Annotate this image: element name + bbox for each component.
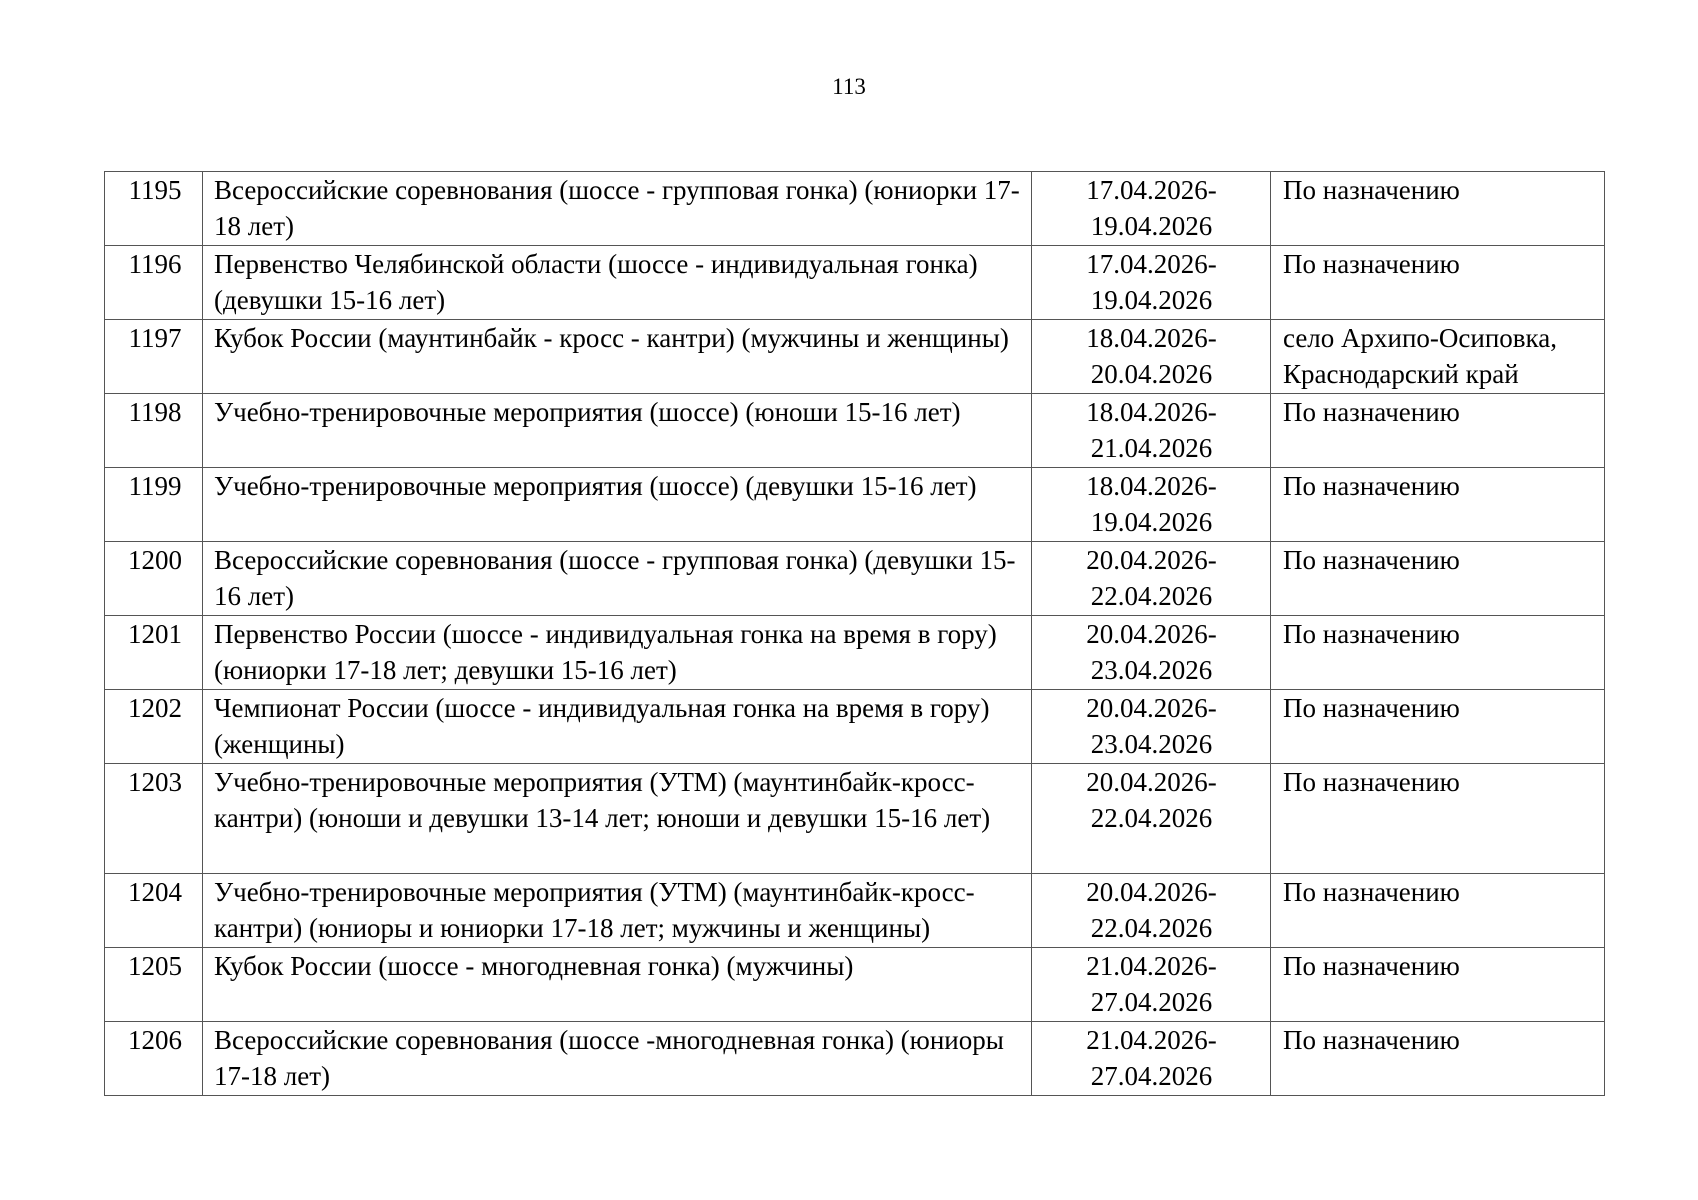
- event-name: Всероссийские соревнования (шоссе - групповая гонка) (девушки 15-16 лет): [203, 542, 1032, 616]
- event-date-end: 19.04.2026: [1090, 507, 1213, 537]
- event-number: 1205: [105, 948, 203, 1022]
- event-place: По назначению: [1271, 246, 1605, 320]
- event-date-end: 22.04.2026: [1090, 581, 1213, 611]
- page-number: 113: [832, 74, 866, 99]
- event-number: 1195: [105, 172, 203, 246]
- event-place: По назначению: [1271, 616, 1605, 690]
- event-name: Чемпионат России (шоссе - индивидуальная гонка на время в гору) (женщины): [203, 690, 1032, 764]
- event-number: 1199: [105, 468, 203, 542]
- event-date-start: 21.04.2026-: [1086, 1025, 1217, 1055]
- event-place: По назначению: [1271, 764, 1605, 874]
- event-date-end: 22.04.2026: [1090, 803, 1213, 833]
- event-name: Учебно-тренировочные мероприятия (УТМ) (маунтинбайк-кросс-кантри) (юноши и девушки 13-14 лет; юноши и девушки 15-16 лет): [203, 764, 1032, 874]
- table-row: [105, 172, 1605, 246]
- event-name: Учебно-тренировочные мероприятия (шоссе) (девушки 15-16 лет): [203, 468, 1032, 542]
- event-name: Первенство Челябинской области (шоссе - индивидуальная гонка) (девушки 15-16 лет): [203, 246, 1032, 320]
- event-date-end: 27.04.2026: [1090, 987, 1213, 1017]
- event-number: 1197: [105, 320, 203, 394]
- event-dates: [1032, 542, 1271, 616]
- event-dates: [1032, 468, 1271, 542]
- event-dates: [1032, 172, 1271, 246]
- event-place: По назначению: [1271, 690, 1605, 764]
- event-number: 1200: [105, 542, 203, 616]
- event-number: 1204: [105, 874, 203, 948]
- event-dates: [1032, 948, 1271, 1022]
- table-row: [105, 542, 1605, 616]
- event-number: 1198: [105, 394, 203, 468]
- event-name: Всероссийские соревнования (шоссе - групповая гонка) (юниорки 17-18 лет): [203, 172, 1032, 246]
- event-dates: [1032, 1022, 1271, 1096]
- table-row: [105, 246, 1605, 320]
- event-date-end: 22.04.2026: [1090, 913, 1213, 943]
- event-place: По назначению: [1271, 394, 1605, 468]
- event-date-start: 18.04.2026-: [1086, 397, 1217, 427]
- event-date-start: 20.04.2026-: [1086, 877, 1217, 907]
- event-number: 1206: [105, 1022, 203, 1096]
- event-date-start: 21.04.2026-: [1086, 951, 1217, 981]
- event-place: По назначению: [1271, 1022, 1605, 1096]
- event-place: По назначению: [1271, 468, 1605, 542]
- event-date-start: 17.04.2026-: [1086, 175, 1217, 205]
- event-place: По назначению: [1271, 874, 1605, 948]
- table-row: [105, 1022, 1605, 1096]
- event-date-end: 21.04.2026: [1090, 433, 1213, 463]
- event-number: 1202: [105, 690, 203, 764]
- event-dates: [1032, 246, 1271, 320]
- event-place: село Архипо-Осиповка, Краснодарский край: [1271, 320, 1605, 394]
- event-date-start: 17.04.2026-: [1086, 249, 1217, 279]
- event-place: По назначению: [1271, 172, 1605, 246]
- event-number: 1203: [105, 764, 203, 874]
- event-name: Кубок России (шоссе - многодневная гонка) (мужчины): [203, 948, 1032, 1022]
- event-name: Учебно-тренировочные мероприятия (шоссе) (юноши 15-16 лет): [203, 394, 1032, 468]
- event-dates: [1032, 320, 1271, 394]
- event-name: Учебно-тренировочные мероприятия (УТМ) (маунтинбайк-кросс-кантри) (юниоры и юниорки 17-18 лет; мужчины и женщины): [203, 874, 1032, 948]
- events-table: [104, 171, 1605, 1096]
- event-number: 1201: [105, 616, 203, 690]
- events-table-body: [105, 172, 1605, 1096]
- event-number: 1196: [105, 246, 203, 320]
- event-dates: [1032, 874, 1271, 948]
- table-row: [105, 468, 1605, 542]
- table-row: [105, 320, 1605, 394]
- event-date-end: 20.04.2026: [1090, 359, 1213, 389]
- table-row: [105, 948, 1605, 1022]
- event-dates: [1032, 394, 1271, 468]
- event-date-end: 23.04.2026: [1090, 655, 1213, 685]
- event-dates: [1032, 616, 1271, 690]
- event-date-end: 19.04.2026: [1090, 211, 1213, 241]
- event-date-start: 20.04.2026-: [1086, 619, 1217, 649]
- event-name: Кубок России (маунтинбайк - кросс - кантри) (мужчины и женщины): [203, 320, 1032, 394]
- event-date-start: 18.04.2026-: [1086, 323, 1217, 353]
- event-date-start: 20.04.2026-: [1086, 767, 1217, 797]
- table-row: [105, 764, 1605, 874]
- event-date-end: 27.04.2026: [1090, 1061, 1213, 1091]
- event-date-start: 18.04.2026-: [1086, 471, 1217, 501]
- event-dates: [1032, 690, 1271, 764]
- table-row: [105, 616, 1605, 690]
- event-date-end: 23.04.2026: [1090, 729, 1213, 759]
- event-place: По назначению: [1271, 948, 1605, 1022]
- table-row: [105, 874, 1605, 948]
- event-date-start: 20.04.2026-: [1086, 693, 1217, 723]
- event-date-end: 19.04.2026: [1090, 285, 1213, 315]
- event-name: Всероссийские соревнования (шоссе -многодневная гонка) (юниоры 17-18 лет): [203, 1022, 1032, 1096]
- event-place: По назначению: [1271, 542, 1605, 616]
- table-row: [105, 394, 1605, 468]
- event-name: Первенство России (шоссе - индивидуальная гонка на время в гору) (юниорки 17-18 лет; девушки 15-16 лет): [203, 616, 1032, 690]
- table-row: [105, 690, 1605, 764]
- event-date-start: 20.04.2026-: [1086, 545, 1217, 575]
- event-dates: [1032, 764, 1271, 874]
